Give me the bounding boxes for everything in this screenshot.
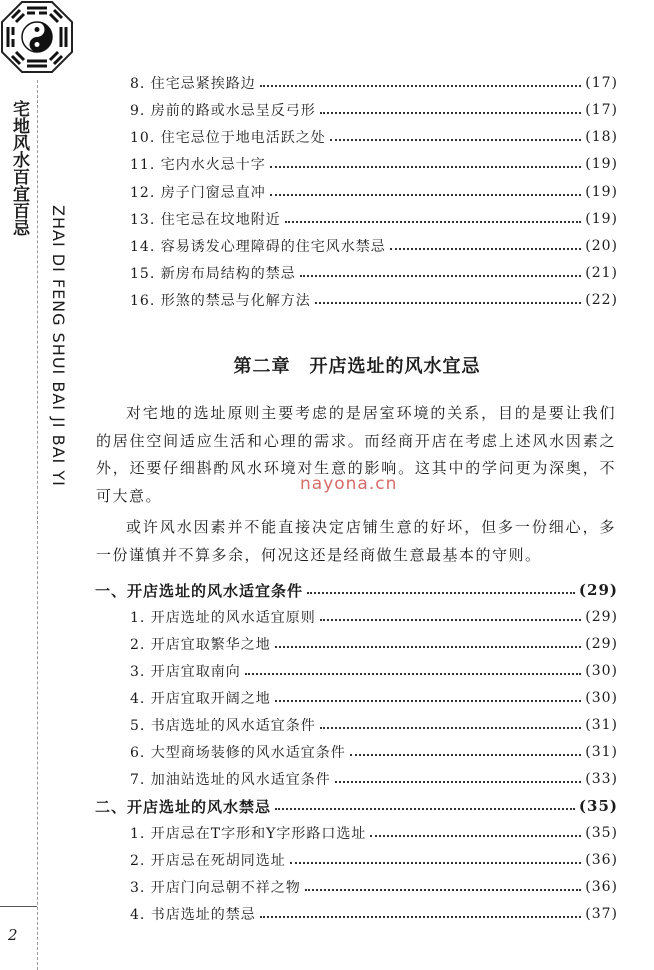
- bagua-emblem-icon: [0, 0, 74, 74]
- toc-entry: 9. 房前的路或水忌呈反弓形 (17): [130, 102, 618, 119]
- toc-entry: 2. 开店忌在死胡同选址 (36): [130, 852, 618, 869]
- toc-entry: 14. 容易诱发心理障碍的住宅风水禁忌 (20): [130, 238, 618, 255]
- book-title: 宅地风水百宜百忌: [9, 100, 29, 236]
- chapter-intro-paragraph: 或许风水因素并不能直接决定店铺生意的好坏，但多一份细心，多一份谨慎并不算多余，何况这还是经商做生意最基本的守则。: [96, 518, 616, 564]
- toc-entry: 11. 宅内水火忌十字 (19): [130, 156, 618, 173]
- toc-entry: 4. 开店宜取开阔之地 (30): [130, 690, 618, 707]
- sidebar-divider: [37, 80, 38, 970]
- chapter-title: 第二章 开店选址的风水宜忌: [233, 356, 481, 377]
- page-number: 2: [8, 926, 18, 944]
- toc-entry: 16. 形煞的禁忌与化解方法 (22): [130, 292, 618, 309]
- toc-entry: 3. 开店宜取南向 (30): [130, 663, 618, 680]
- toc-entry: 2. 开店宜取繁华之地 (29): [130, 636, 618, 653]
- toc-entry: 3. 开店门向忌朝不祥之物 (36): [130, 879, 618, 896]
- book-title-pinyin: ZHAI DI FENG SHUI BAI JI BAI YI: [49, 205, 68, 487]
- toc-entry: 1. 开店忌在T字形和Y字形路口选址 (35): [130, 825, 618, 842]
- toc-section-heading: 一、开店选址的风水适宜条件 (29): [95, 581, 618, 600]
- toc-entry: 4. 书店选址的禁忌 (37): [130, 906, 618, 923]
- chapter-intro-paragraph: 对宅地的选址原则主要考虑的是居室环境的关系，目的是要让我们的居住空间适应生活和心理的需求。而经商开店在考虑上述风水因素之外，还要仔细斟酌风水环境对生意的影响。这其中的学问更为深奥，不可大意。: [96, 404, 616, 505]
- toc-entry: 13. 住宅忌在坟地附近 (19): [130, 211, 618, 228]
- watermark: nayona.cn: [300, 474, 398, 494]
- toc-entry: 6. 大型商场装修的风水适宜条件 (31): [130, 744, 618, 761]
- toc-entry: 12. 房子门窗忌直冲 (19): [130, 184, 618, 201]
- toc-entry: 7. 加油站选址的风水适宜条件 (33): [130, 771, 618, 788]
- toc-entry: 1. 开店选址的风水适宜原则 (29): [130, 609, 618, 626]
- toc-entry: 5. 书店选址的风水适宜条件 (31): [130, 717, 618, 734]
- toc-entry: 15. 新房布局结构的禁忌 (21): [130, 265, 618, 282]
- toc-section-heading: 二、开店选址的风水禁忌 (35): [95, 797, 618, 816]
- toc-entry: 10. 住宅忌位于地电活跃之处 (18): [130, 129, 618, 146]
- toc-entry: 8. 住宅忌紧挨路边 (17): [130, 75, 618, 92]
- page-number-rule: [0, 906, 37, 907]
